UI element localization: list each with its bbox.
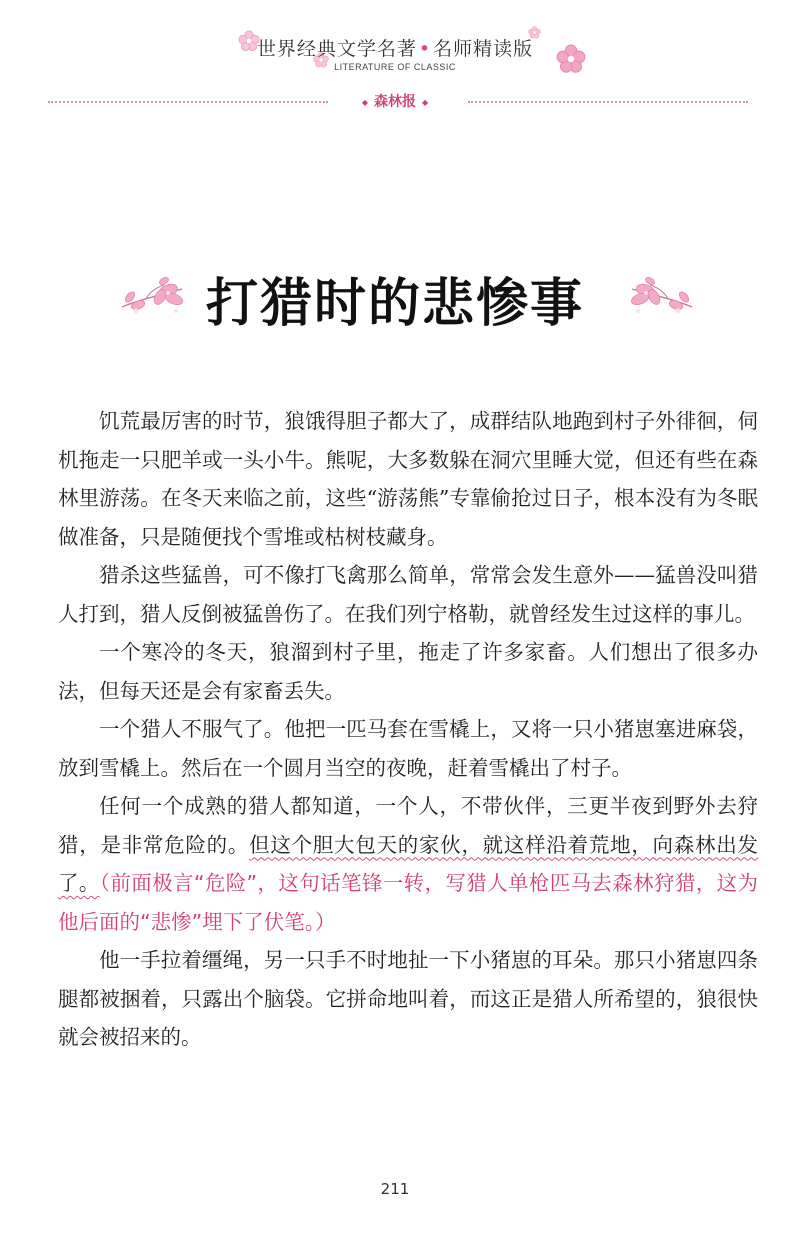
series-title-text: 世界经典文学名著 [256,38,417,60]
paragraph-4: 一个猎人不服气了。他把一匹马套在雪橇上，又将一只小猪崽塞进麻袋，放到雪橇上。然后在一个圆月当空的夜晚，赶着雪橇出了村子。 [58,717,758,780]
series-subtitle: LITERATURE OF CLASSIC [334,62,456,72]
paragraph-6: 他一手拉着缰绳，另一只手不时地扯一下小猪崽的耳朵。那只小猪崽四条腿都被捆着，只露出个脑袋。它拼命地叫着，而这正是猎人所希望的，狼很快就会被招来的。 [58,948,758,1049]
article-title: 打猎时的悲惨事 [205,273,584,334]
article-body [58,402,758,1057]
section-label-text: 森林报 [374,94,416,110]
series-separator: • [418,38,432,60]
diamond-icon: ◆ [422,97,429,107]
paragraph-1: 饥荒最厉害的时节，狼饿得胆子都大了，成群结队地跑到村子外徘徊，伺机拖走一只肥羊或一头小牛。熊呢，大多数躲在洞穴里睡大觉，但还有些在森林里游荡。在冬天来临之前，这些“游荡熊”专靠偷抢过日子，根本没有为冬眠做准备，只是随便找个雪堆或枯树枝藏身。 [58,409,758,549]
series-title [0,34,790,61]
section-label [0,91,790,111]
page-number: 211 [380,1180,410,1198]
paragraph-5-text: 任何一个成熟的猎人都知道，一个人，不带伙伴，三更半夜到野外去狩猎，是非常危险的。 [58,794,758,857]
page-header [0,0,790,125]
title-block [0,255,790,335]
series-edition: 名师精读版 [433,38,534,60]
commentary-note: （前面极言“危险”，这句话笔锋一转，写猎人单枪匹马去森林狩猎，这为他后面的“悲惨”埋下了伏笔。） [58,871,759,934]
paragraph-3: 一个寒冷的冬天，狼溜到村子里，拖走了许多家畜。人们想出了很多办法，但每天还是会有家畜丢失。 [58,640,758,703]
paragraph-2: 猎杀这些猛兽，可不像打飞禽那么简单，常常会发生意外——猛兽没叫猎人打到，猎人反倒被猛兽伤了。在我们列宁格勒，就曾经发生过这样的事儿。 [58,563,758,626]
underlined-sentence: 但这个胆大包天的家伙，就这样沿着荒地，向森林出发了。 [58,832,758,895]
diamond-icon: ◆ [361,97,368,107]
paragraph-5 [58,787,758,941]
